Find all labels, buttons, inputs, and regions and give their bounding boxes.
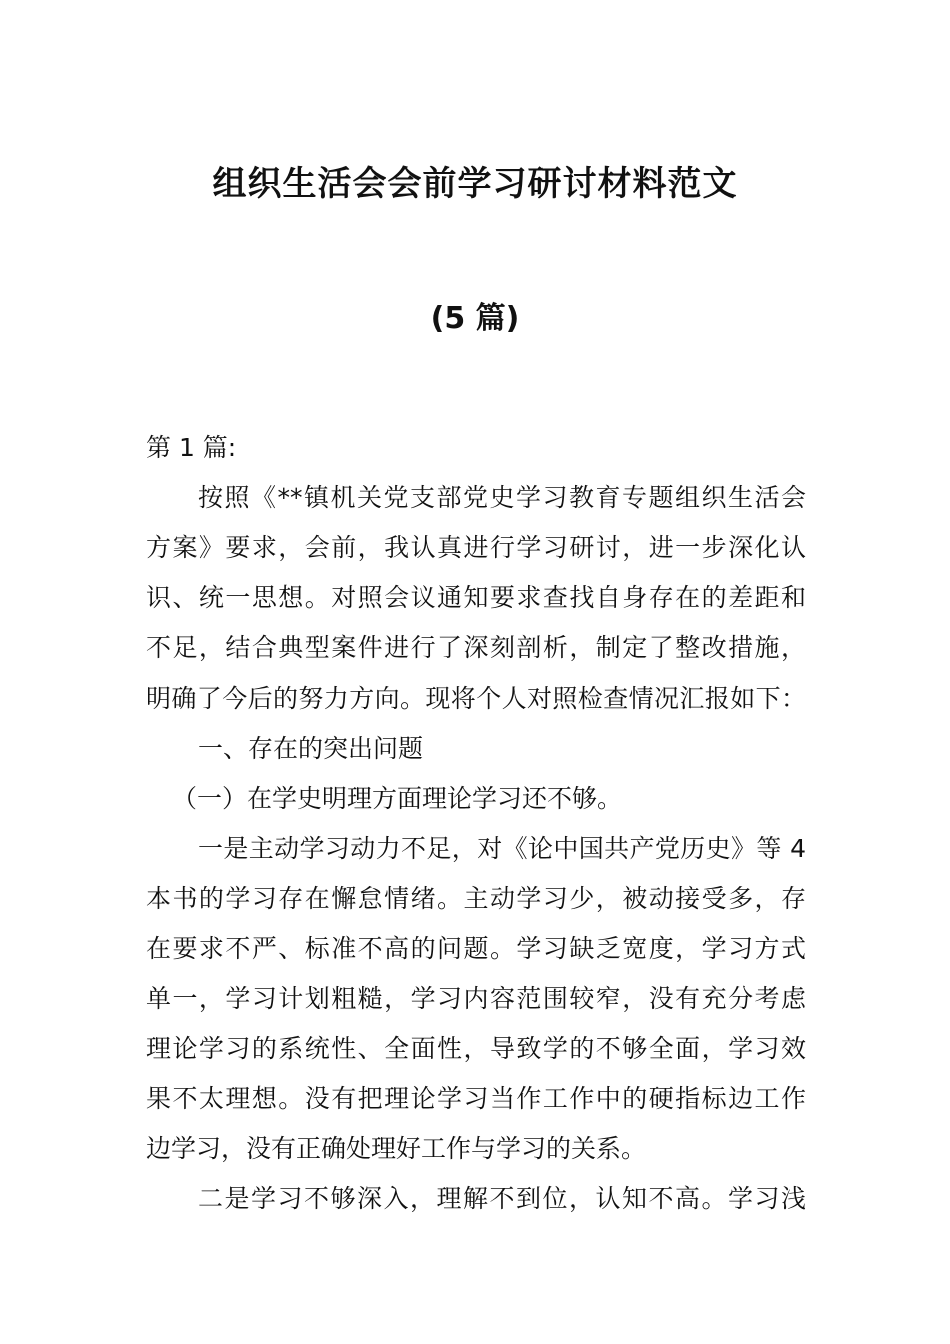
- document-subtitle: (5 篇): [430, 301, 520, 336]
- paragraph-line: 方案》要求，会前，我认真进行学习研讨，进一步深化认: [146, 533, 806, 562]
- paragraph-line: 明确了今后的努力方向。现将个人对照检查情况汇报如下：: [146, 684, 806, 713]
- paragraph-line: 果不太理想。没有把理论学习当作工作中的硬指标边工作: [146, 1084, 806, 1113]
- paragraph-line: 按照《**镇机关党支部党史学习教育专题组织生活会: [198, 483, 806, 512]
- subsection-heading: （一）在学史明理方面理论学习还不够。: [172, 784, 623, 813]
- section-heading: 第 1 篇:: [146, 433, 237, 462]
- paragraph-line: 在要求不严、标准不高的问题。学习缺乏宽度，学习方式: [146, 934, 806, 963]
- paragraph-line: 识、统一思想。对照会议通知要求查找自身存在的差距和: [146, 583, 806, 612]
- paragraph-line: 一是主动学习动力不足，对《论中国共产党历史》等 4: [198, 834, 806, 863]
- paragraph-line: 二是学习不够深入，理解不到位，认知不高。学习浅: [198, 1184, 806, 1213]
- paragraph-line: 理论学习的系统性、全面性，导致学的不够全面，学习效: [146, 1034, 806, 1063]
- paragraph-line: 不足，结合典型案件进行了深刻剖析，制定了整改措施，: [146, 633, 806, 662]
- paragraph-line: 单一，学习计划粗糙，学习内容范围较窄，没有充分考虑: [146, 984, 806, 1013]
- paragraph-line: 边学习，没有正确处理好工作与学习的关系。: [146, 1134, 647, 1163]
- section-subheading: 一、存在的突出问题: [198, 734, 424, 763]
- document-title: 组织生活会会前学习研讨材料范文: [212, 164, 738, 204]
- paragraph-line: 本书的学习存在懈怠情绪。主动学习少，被动接受多，存: [146, 884, 806, 913]
